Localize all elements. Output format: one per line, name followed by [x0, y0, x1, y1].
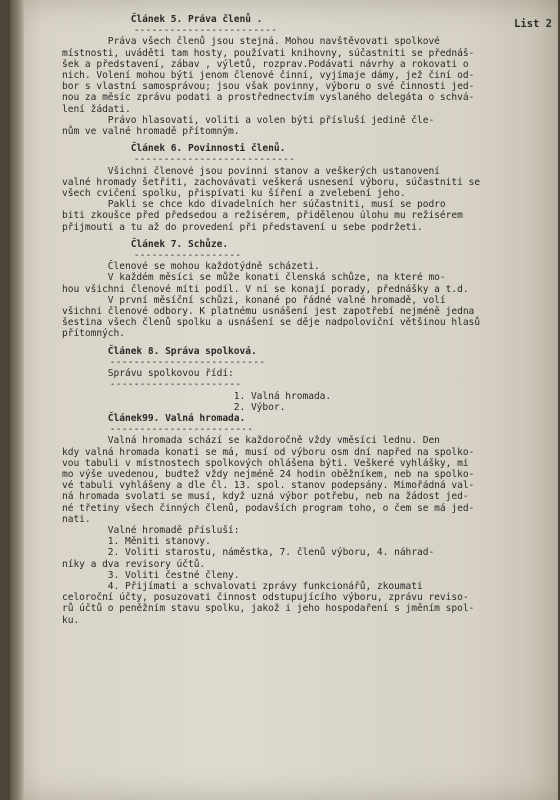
text-line: valné hromady šetřiti, zachovávati veškerá usnesení výboru, súčastniti se	[62, 176, 480, 188]
text-line: hou všichni členové míti podíl. V ní se konají porady, přednášky a t.d.	[62, 283, 469, 295]
text-line: šek a představení, zábav , výletů, rozprav.Podávati návrhy a rokovati o	[62, 58, 469, 70]
text-line: biti zkoušce před předsedou a režisérem, přidělenou úlohu mu režisérem	[62, 210, 463, 222]
text-line: 4. Přijímati a schvalovati zprávy funkcionářů, zkoumati	[62, 580, 423, 592]
text-line: přítomných.	[62, 328, 125, 340]
text-line: nich. Volení mohou býti jenom členové činní, vyjímaje dámy, jež činí od-	[62, 70, 475, 82]
text-line: Členové se mohou každotýdně scházeti.	[62, 261, 320, 273]
heading-underline: ------------------------	[62, 424, 254, 436]
article-heading: Článek 5. Práva členů .	[62, 14, 263, 25]
heading-underline: ------------------	[62, 250, 242, 262]
text-line: 2. Výbor.	[62, 401, 286, 413]
article-heading: Článek 6. Povinnosti členů.	[62, 143, 286, 155]
text-line: Všichni členové jsou povinni stanov a veškerých ustanovení	[62, 165, 440, 177]
article-heading: Článek 8. Správa spolková.	[62, 345, 257, 357]
text-line: lení žádati.	[62, 103, 131, 115]
text-line: kdy valná hromada konati se má, musí od výboru osm dní napřed na spolko-	[62, 446, 475, 458]
binding-edge	[10, 0, 24, 800]
text-line: vé tabuli vyhlášeny a dle čl. 13. spol. stanov podepsány. Mimořádná val-	[62, 480, 475, 492]
text-line: Správu spolkovou řídí:	[62, 368, 234, 380]
text-line: Valné hromadě přísluší:	[62, 524, 240, 536]
text-line: níky a dva revisory účtů.	[62, 558, 206, 570]
text-line: celoroční účty, posuzovati činnost odstupujícího výboru, zprávu reviso-	[62, 592, 469, 604]
text-line: nati.	[62, 513, 91, 525]
heading-underline: ----------------------	[62, 379, 242, 391]
text-line: ná hromada svolati se musí, když uzná výbor potřebu, neb na žádost jed-	[62, 491, 469, 503]
text-line: přijmouti a tu až do provedení při představení u sebe podržeti.	[62, 221, 423, 233]
text-line: Valná hromada schází se každoročně vždy vměsíci lednu. Den	[62, 435, 440, 447]
text-line: V první měsíční schůzi, konané po řádné valné hromadě, volí	[62, 294, 446, 306]
text-line: nou za měsíc zprávu podati a prostřednectvím vyslaného delegáta o schvá-	[62, 92, 475, 104]
heading-underline: ------------------------	[62, 25, 278, 37]
text-line: 1. Valná hromada.	[62, 390, 332, 402]
text-line: nům ve valné hromadě přítomným.	[62, 126, 240, 138]
heading-underline: ---------------------------	[62, 154, 296, 166]
text-line: všech cvičení spolku, přispívati ku šíření a zvelebení jeho.	[62, 188, 406, 200]
article-heading: Článek99. Valná hromada.	[62, 412, 246, 424]
text-line: 1. Měniti stanovy.	[62, 536, 211, 548]
text-line: Práva všech členů jsou stejná. Mohou navštěvovati spolkové	[62, 36, 440, 48]
page-number: List 2	[514, 18, 552, 30]
text-line: Právo hlasovati, voliti a volen býti přísluší jedině čle-	[62, 114, 435, 126]
text-line: vou tabuli v místnostech spolkových ohlášena býti. Veškeré vyhlášky, mi	[62, 457, 469, 469]
heading-underline: --------------------------	[62, 356, 266, 368]
text-line: 3. Voliti čestné členy.	[62, 569, 240, 581]
text-line: mo výše uvedenou, budtež vždy nejméně 24 hodin oběžníkem, neb na spolko-	[62, 468, 475, 480]
text-line: místnosti, uváděti tam hosty, používati knihovny, súčastniti se přednáš-	[62, 47, 475, 59]
text-line: rů účtů o peněžním stavu spolku, jakož i jeho hospodaření s jměním spol-	[62, 603, 475, 615]
text-line: 2. Voliti starostu, náměstka, 7. členů výboru, 4. náhrad-	[62, 547, 435, 559]
article-heading: Článek 7. Schůze.	[62, 238, 229, 250]
text-line: né třetiny všech činných členů, podavších program toho, o čem se má jed-	[62, 502, 475, 514]
text-line: všichni členové odbory. K platnému usnášení jest zapotřebí nejméně jedna	[62, 306, 475, 318]
document-page	[10, 0, 558, 800]
text-line: ku.	[62, 614, 80, 626]
text-line: Pakli se chce kdo divadelních her súčastniti, musí se podro	[62, 199, 446, 211]
text-line: V každém měsíci se může konati členská schůze, na které mo-	[62, 272, 446, 284]
text-line: šestina všech členů spolku a usnášení se děje nadpoloviční většinou hlasů	[62, 317, 480, 329]
text-line: bor s vlastní samosprávou; jsou však povinny, výboru o své činnosti jed-	[62, 81, 475, 93]
typewritten-text	[62, 14, 554, 626]
